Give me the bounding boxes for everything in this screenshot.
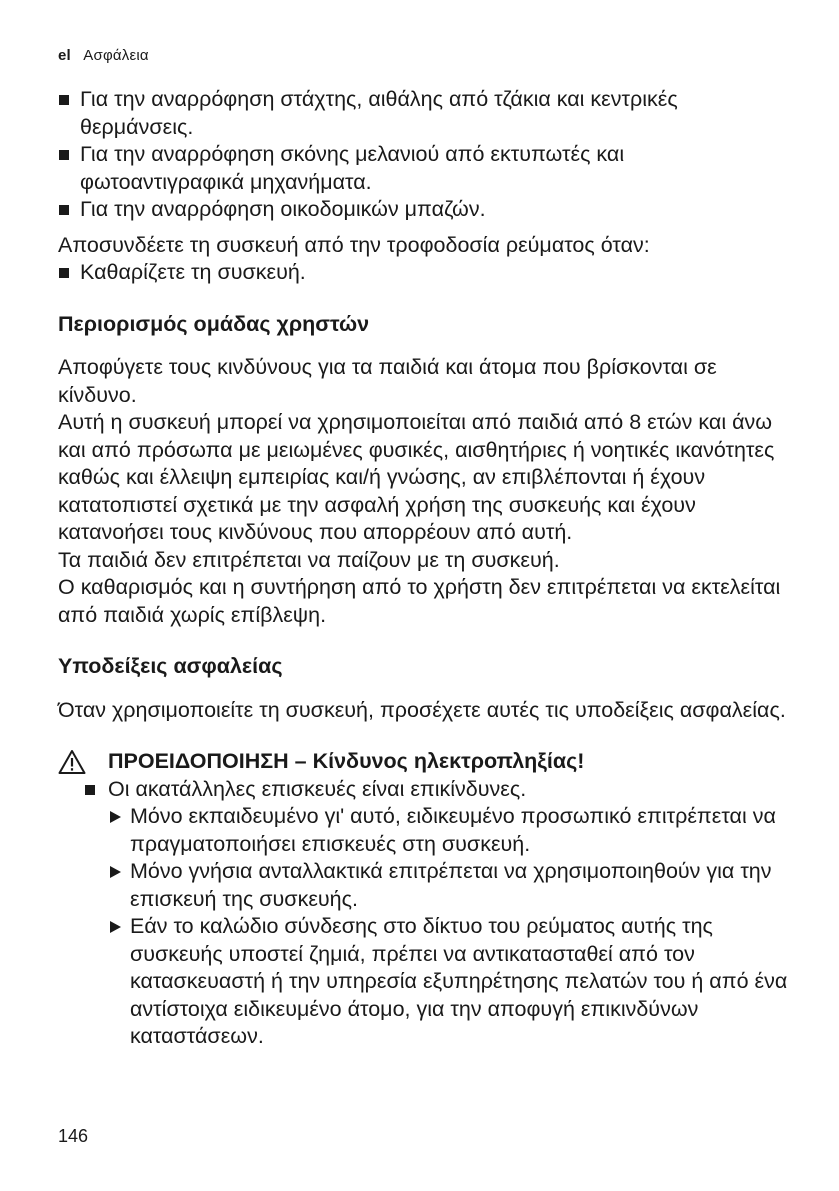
page-content bbox=[58, 86, 793, 1051]
list-item: Για την αναρρόφηση στάχτης, αιθάλης από τζάκια και κεντρικές θερμάνσεις. bbox=[58, 86, 793, 141]
paragraph: Τα παιδιά δεν επιτρέπεται να παίζουν με τη συσκευή. bbox=[58, 547, 560, 572]
hazard-list bbox=[58, 776, 793, 1051]
warning-heading bbox=[58, 748, 793, 776]
hazard-text: Οι ακατάλληλες επισκευές είναι επικίνδυνες. bbox=[108, 776, 527, 801]
page-number: 146 bbox=[58, 1126, 89, 1146]
paragraph: Ο καθαρισμός και η συντήρηση από το χρήστη δεν επιτρέπεται να εκτελείται από παιδιά χωρίς επίβλεψη. bbox=[58, 575, 781, 627]
language-code: el bbox=[58, 47, 71, 64]
intro-bullet-list bbox=[58, 86, 793, 224]
user-group-heading: Περιορισμός ομάδας χρηστών bbox=[58, 311, 370, 336]
hazard-item bbox=[58, 776, 793, 1051]
section-title: Ασφάλεια bbox=[83, 47, 149, 64]
action-step: Μόνο γνήσια ανταλλακτικά επιτρέπεται να χρησιμοποιηθούν για την επισκευή της συσκευής. bbox=[108, 858, 793, 913]
action-step: Μόνο εκπαιδευμένο γι' αυτό, ειδικευμένο προσωπικό επιτρέπεται να πραγματοποιήσει επισκευές στη συσκευή. bbox=[108, 803, 793, 858]
paragraph: Αυτή η συσκευή μπορεί να χρησιμοποιείται από παιδιά από 8 ετών και άνω και από πρόσωπα με μειωμένες φυσικές, αισθητήριες ή νοητικές ικανότητες καθώς και έλλειψη εμπειρίας και/ή γνώσης, αν επιβλέπονται ή έχουν κατατοπιστεί σχετικά με την ασφαλή χρήση της συσκευής και έχουν κατανοήσει τους κινδύνους που απορρέουν από αυτή. bbox=[58, 410, 775, 544]
list-item: Για την αναρρόφηση οικοδομικών μπαζών. bbox=[58, 196, 793, 224]
list-item: Για την αναρρόφηση σκόνης μελανιού από εκτυπωτές και φωτοαντιγραφικά μηχανήματα. bbox=[58, 141, 793, 196]
safety-heading: Υποδείξεις ασφαλείας bbox=[58, 654, 283, 678]
action-step-list bbox=[108, 803, 793, 1051]
warning-triangle-icon bbox=[58, 749, 86, 775]
page-header bbox=[58, 47, 149, 64]
paragraph: Αποφύγετε τους κινδύνους για τα παιδιά και άτομα που βρίσκονται σε κίνδυνο. bbox=[58, 355, 717, 407]
disconnect-bullet-list bbox=[58, 259, 793, 287]
safety-intro: Όταν χρησιμοποιείτε τη συσκευή, προσέχετε αυτές τις υποδείξεις ασφαλείας. bbox=[58, 697, 786, 722]
list-item: Καθαρίζετε τη συσκευή. bbox=[58, 259, 793, 287]
warning-title: ΠΡΟΕΙΔΟΠΟΙΗΣΗ – Κίνδυνος ηλεκτροπληξίας! bbox=[108, 749, 585, 773]
disconnect-text: Αποσυνδέετε τη συσκευή από την τροφοδοσία ρεύματος όταν: bbox=[58, 232, 650, 257]
action-step: Εάν το καλώδιο σύνδεσης στο δίκτυο του ρεύματος αυτής της συσκευής υποστεί ζημιά, πρέπει να αντικατασταθεί από τον κατασκευαστή ή την υπηρεσία εξυπηρέτησης πελατών του ή από ένα αντίστοιχα ειδικευμένο άτομο, για την αποφυγή επικινδύνων καταστάσεων. bbox=[108, 913, 793, 1051]
